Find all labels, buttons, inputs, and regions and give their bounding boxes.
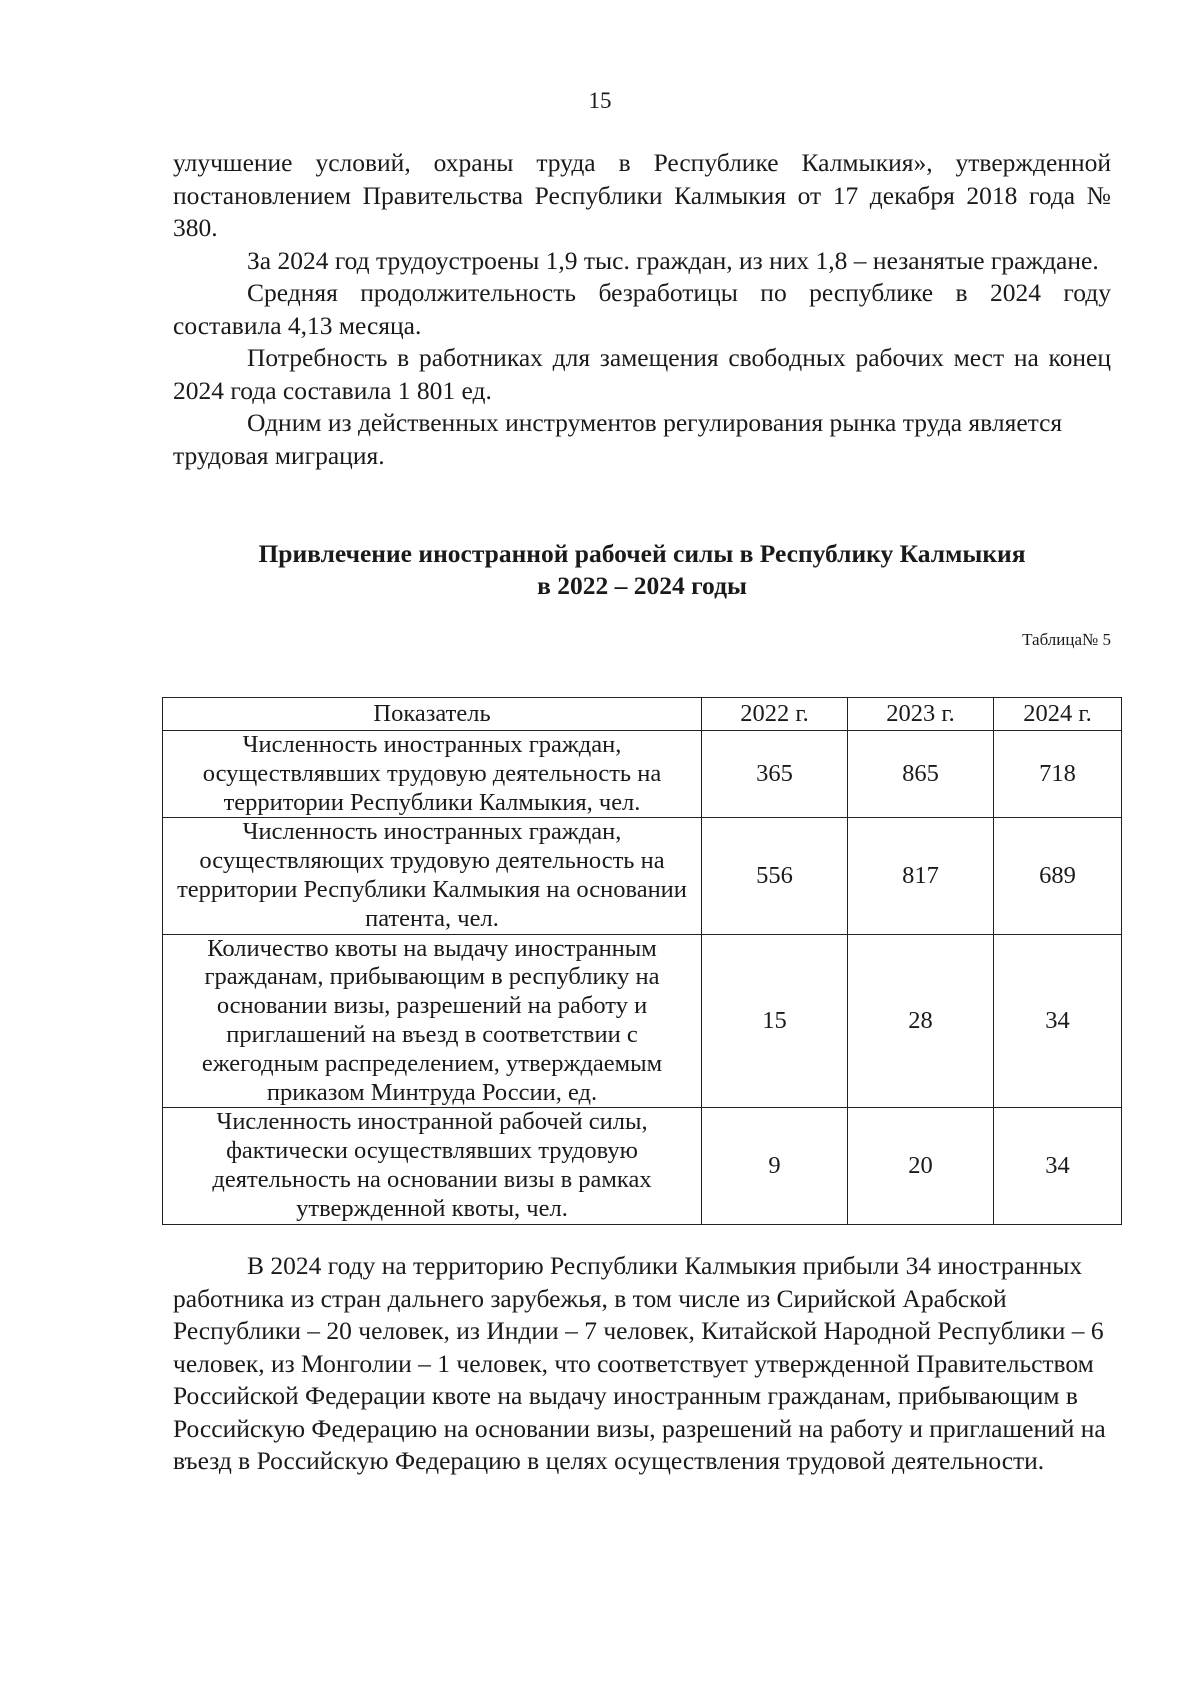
paragraph-foreign-workers: В 2024 году на территорию Республики Калмыкия прибыли 34 иностранных работника из стран дальнего зарубежья, в том числе из Сирийской Арабской Республики – 20 человек, из Индии – 7 человек, Китайской Народной Республики – 6 человек, из Монголии – 1 человек, что соответствует утвержденной Правительством Российской Федерации квоте на выдачу иностранным гражданам, прибывающим в Российскую Федерацию на основании визы, разрешений на работу и приглашений на въезд в Российскую Федерацию в целях осуществления трудовой деятельности.	[173, 1251, 1106, 1475]
paragraph-vacancies: Потребность в работниках для замещения свободных рабочих мест на конец 2024 года составила 1 801 ед.	[173, 343, 1111, 405]
value-2024: 34	[994, 1108, 1122, 1224]
header-2022: 2022 г.	[702, 698, 848, 731]
value-2022: 9	[702, 1108, 848, 1224]
value-2023: 20	[848, 1108, 994, 1224]
page-number: 15	[588, 88, 612, 113]
indicator-cell: Численность иностранных граждан, осуществляющих трудовую деятельность на территории Республики Калмыкия на основании патента, чел.	[163, 818, 702, 934]
indicator-cell: Численность иностранных граждан, осуществлявших трудовую деятельность на территории Республики Калмыкия, чел.	[163, 731, 702, 818]
section-title-line1: Привлечение иностранной рабочей силы в Республику Калмыкия	[258, 539, 1026, 568]
header-indicator: Показатель	[163, 698, 702, 731]
indicator-cell: Численность иностранной рабочей силы, фактически осуществлявших трудовую деятельность на основании визы в рамках утвержденной квоты, чел.	[163, 1108, 702, 1224]
intro-text	[173, 147, 1111, 472]
value-2022: 556	[702, 818, 848, 934]
migration-table	[162, 697, 1122, 1225]
header-2024: 2024 г.	[994, 698, 1122, 731]
table-row	[163, 818, 1122, 934]
value-2024: 689	[994, 818, 1122, 934]
value-2023: 28	[848, 934, 994, 1108]
section-title	[173, 538, 1111, 602]
paragraph-migration: Одним из действенных инструментов регулирования рынка труда является трудовая миграция.	[173, 408, 1063, 470]
indicator-cell: Количество квоты на выдачу иностранным гражданам, прибывающим в республику на основании визы, разрешений на работу и приглашений на въезд в соответствии с ежегодным распределением, утверждаемым приказом Минтруда России, ед.	[163, 934, 702, 1108]
value-2023: 865	[848, 731, 994, 818]
paragraph-employment: За 2024 год трудоустроены 1,9 тыс. граждан, из них 1,8 – незанятые граждане.	[247, 245, 1099, 275]
header-2023: 2023 г.	[848, 698, 994, 731]
table-row	[163, 1108, 1122, 1224]
value-2024: 34	[994, 934, 1122, 1108]
value-2022: 15	[702, 934, 848, 1108]
table-header-row	[163, 698, 1122, 731]
paragraph-unemployment-duration: Средняя продолжительность безработицы по республике в 2024 году составила 4,13 месяца.	[173, 278, 1111, 340]
closing-text	[173, 1250, 1111, 1478]
value-2023: 817	[848, 818, 994, 934]
table-label: Таблица№ 5	[1022, 630, 1111, 649]
table-row	[163, 934, 1122, 1108]
paragraph-continuation: улучшение условий, охраны труда в Республике Калмыкия», утвержденной постановлением Правительства Республики Калмыкия от 17 декабря 2018 года № 380.	[173, 148, 1111, 242]
table-row	[163, 731, 1122, 818]
section-title-line2: в 2022 – 2024 годы	[537, 571, 747, 600]
value-2024: 718	[994, 731, 1122, 818]
value-2022: 365	[702, 731, 848, 818]
